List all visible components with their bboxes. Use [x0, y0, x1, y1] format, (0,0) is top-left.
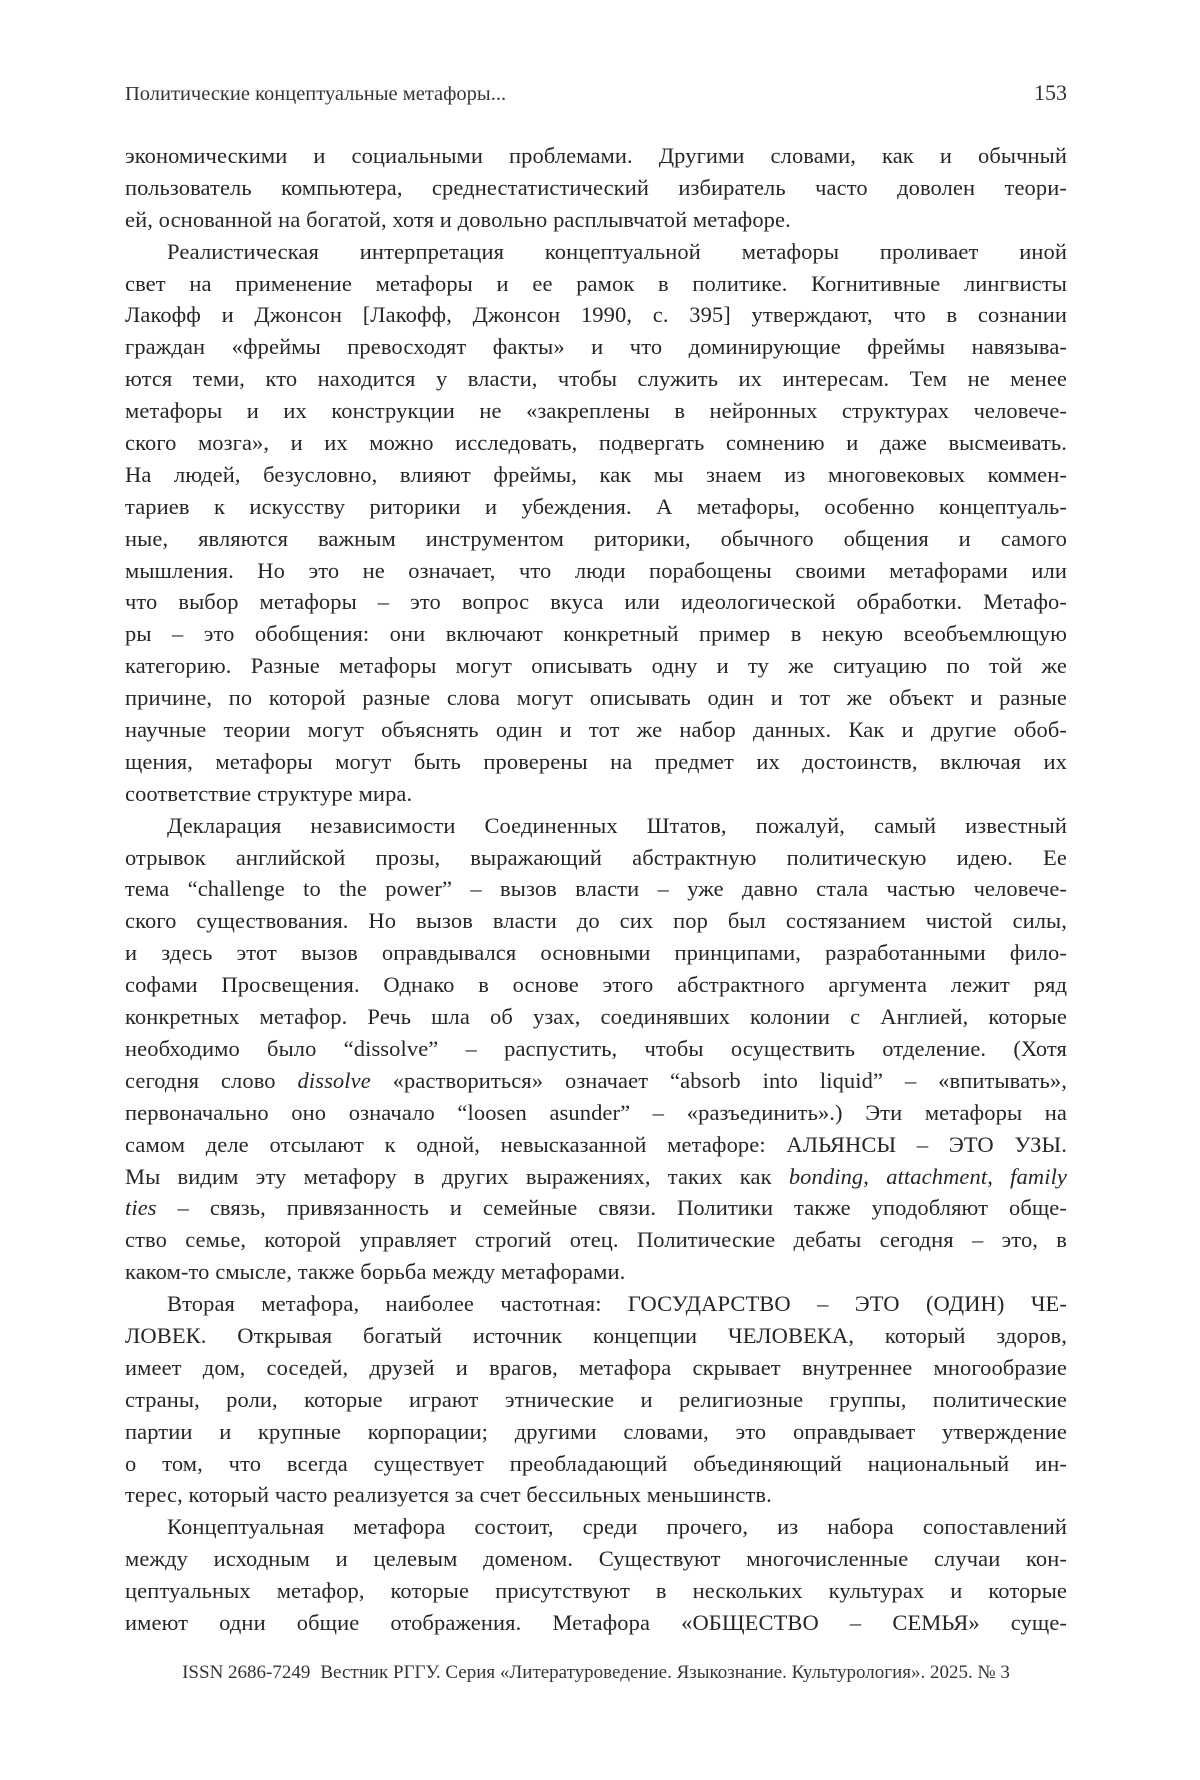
text-line: [125, 905, 1067, 937]
text-run: партии и крупные корпорации; другими словами, это оправдывает утверждение: [125, 1418, 1067, 1444]
italic-text-run: family: [1010, 1163, 1068, 1189]
running-title: Политические концептуальные метафоры...: [125, 83, 507, 105]
text-run: что выбор метафоры – это вопрос вкуса или идеологической обработки. Метафо-: [125, 589, 1067, 615]
text-line: [125, 1129, 1067, 1161]
text-line: [125, 299, 1067, 331]
text-run: первоначально оно означало “loosen asunder” – «разъединить».) Эти метафоры на: [125, 1099, 1067, 1125]
text-run: Концептуальная метафора состоит, среди прочего, из набора сопоставлений: [167, 1514, 1067, 1540]
text-run: ство семье, которой управляет строгий отец. Политические дебаты сегодня – это, в: [125, 1227, 1067, 1253]
page-footer: [125, 1662, 1067, 1684]
text-line: [125, 1033, 1067, 1065]
text-run: мышления. Но это не означает, что люди порабощены своими метафорами или: [125, 557, 1067, 583]
text-line: [125, 1097, 1067, 1129]
text-run: свет на применение метафоры и ее рамок в политике. Когнитивные лингвисты: [125, 270, 1067, 296]
text-line: [125, 1224, 1067, 1256]
text-line: [125, 1065, 1067, 1097]
text-run: категорию. Разные метафоры могут описывать одну и ту же ситуацию по той же: [125, 653, 1067, 679]
text-run: тариев к искусству риторики и убеждения. А метафоры, особенно концептуаль-: [125, 493, 1067, 519]
text-line: [125, 204, 1067, 236]
text-line: [125, 523, 1067, 555]
text-run: ского существования. Но вызов власти до сих пор был состязанием чистой силы,: [125, 908, 1067, 934]
text-line: [125, 1575, 1067, 1607]
text-line: [125, 331, 1067, 363]
text-line: [125, 842, 1067, 874]
text-run: ей, основанной на богатой, хотя и довольно расплывчатой метафоре.: [125, 206, 791, 232]
text-line: [125, 427, 1067, 459]
italic-text-run: bonding: [788, 1163, 864, 1189]
text-run: – связь, привязанность и семейные связи. Политики также уподобляют обще-: [156, 1195, 1067, 1221]
text-line: [125, 1543, 1067, 1575]
text-line: [125, 1448, 1067, 1480]
text-line: [125, 1607, 1067, 1639]
text-run: «раствориться» означает “absorb into liquid” – «впитывать»,: [370, 1067, 1067, 1093]
text-line: [125, 491, 1067, 523]
text-run: экономическими и социальными проблемами. Другими словами, как и обычный: [125, 143, 1067, 168]
text-line: [125, 1320, 1067, 1352]
text-run: граждан «фреймы превосходят факты» и что доминирующие фреймы навязыва-: [125, 334, 1067, 360]
text-run: необходимо было “dissolve” – распустить, чтобы осуществить отделение. (Хотя: [125, 1035, 1067, 1061]
text-line: [125, 714, 1067, 746]
text-run: ,: [987, 1163, 1011, 1189]
running-header: [125, 80, 1067, 106]
text-run: конкретных метафор. Речь шла об узах, соединявших колонии с Англией, которые: [125, 1004, 1067, 1030]
italic-text-run: ties: [125, 1195, 157, 1221]
text-line: [125, 140, 1067, 172]
footer-issn: ISSN 2686-7249: [182, 1662, 311, 1683]
text-line: [125, 969, 1067, 1001]
text-line: [125, 1416, 1067, 1448]
text-line: [125, 1192, 1067, 1224]
text-run: На людей, безусловно, влияют фреймы, как мы знаем из многовековых коммен-: [125, 461, 1067, 487]
text-run: ЛОВЕК. Открывая богатый источник концепции ЧЕЛОВЕКА, который здоров,: [125, 1322, 1067, 1348]
text-line: [125, 1001, 1067, 1033]
text-line: [125, 1161, 1067, 1193]
page-body: [125, 140, 1067, 1639]
text-run: ,: [863, 1163, 887, 1189]
text-run: отрывок английской прозы, выражающий абстрактную политическую идею. Ее: [125, 844, 1067, 870]
text-run: имеют одни общие отображения. Метафора «ОБЩЕСТВО – СЕМЬЯ» суще-: [125, 1609, 1067, 1635]
text-run: ры – это обобщения: они включают конкретный пример в некую всеобъемлющую: [125, 621, 1067, 647]
text-run: научные теории могут объяснять один и тот же набор данных. Как и другие обоб-: [125, 717, 1067, 743]
text-run: страны, роли, которые играют этнические и религиозные группы, политические: [125, 1386, 1067, 1412]
text-line: [125, 810, 1067, 842]
text-line: [125, 1256, 1067, 1288]
text-run: каком-то смысле, также борьба между метафорами.: [125, 1259, 626, 1285]
text-run: софами Просвещения. Однако в основе этого абстрактного аргумента лежит ряд: [125, 972, 1067, 998]
text-line: [125, 172, 1067, 204]
footer-journal-title: Вестник РГГУ. Серия «Литературоведение. Языкознание. Культурология». 2025. № 3: [320, 1662, 1010, 1683]
text-line: [125, 618, 1067, 650]
text-run: пользователь компьютера, среднестатистический избиратель часто доволен теори-: [125, 174, 1067, 200]
text-line: [125, 682, 1067, 714]
text-line: [125, 1479, 1067, 1511]
text-run: щения, метафоры могут быть проверены на предмет их достоинств, включая их: [125, 748, 1067, 774]
text-run: соответствие структуре мира.: [125, 780, 413, 806]
text-line: [125, 395, 1067, 427]
text-line: [125, 459, 1067, 491]
text-run: Вторая метафора, наиболее частотная: ГОСУДАРСТВО – ЭТО (ОДИН) ЧЕ-: [167, 1291, 1067, 1317]
text-line: [125, 778, 1067, 810]
text-run: Лакофф и Джонсон [Лакофф, Джонсон 1990, с. 395] утверждают, что в сознании: [125, 302, 1067, 328]
text-line: [125, 586, 1067, 618]
text-run: причине, по которой разные слова могут описывать один и тот же объект и разные: [125, 685, 1067, 711]
text-run: тема “challenge to the power” – вызов власти – уже давно стала частью человече-: [125, 876, 1067, 902]
text-run: ные, являются важным инструментом риторики, обычного общения и самого: [125, 525, 1067, 551]
text-line: [125, 746, 1067, 778]
page-number: 153: [1034, 80, 1067, 105]
text-line: [125, 1288, 1067, 1320]
text-line: [125, 873, 1067, 905]
italic-text-run: dissolve: [297, 1067, 371, 1093]
text-run: сегодня слово: [125, 1067, 298, 1093]
text-line: [125, 937, 1067, 969]
text-line: [125, 1511, 1067, 1543]
text-run: и здесь этот вызов оправдывался основными принципами, разработанными фило-: [125, 940, 1067, 966]
text-line: [125, 555, 1067, 587]
text-line: [125, 650, 1067, 682]
text-run: метафоры и их конструкции не «закреплены в нейронных структурах человече-: [125, 398, 1067, 424]
text-line: [125, 1352, 1067, 1384]
text-run: Декларация независимости Соединенных Штатов, пожалуй, самый известный: [167, 812, 1067, 838]
text-run: о том, что всегда существует преобладающий объединяющий национальный ин-: [125, 1450, 1067, 1476]
text-run: терес, который часто реализуется за счет бессильных меньшинств.: [125, 1482, 772, 1508]
text-line: [125, 1384, 1067, 1416]
text-run: между исходным и целевым доменом. Существуют многочисленные случаи кон-: [125, 1546, 1067, 1572]
text-run: самом деле отсылают к одной, невысказанной метафоре: АЛЬЯНСЫ – ЭТО УЗЫ.: [125, 1131, 1067, 1157]
text-run: ются теми, кто находится у власти, чтобы служить их интересам. Тем не менее: [125, 366, 1067, 392]
text-run: цептуальных метафор, которые присутствуют в нескольких культурах и которые: [125, 1578, 1067, 1604]
text-run: Реалистическая интерпретация концептуальной метафоры проливает иной: [167, 238, 1067, 264]
text-run: Мы видим эту метафору в других выражениях, таких как: [125, 1163, 789, 1189]
text-run: ского мозга», и их можно исследовать, подвергать сомнению и даже высмеивать.: [125, 430, 1067, 456]
text-run: имеет дом, соседей, друзей и врагов, метафора скрывает внутреннее многообразие: [125, 1354, 1067, 1380]
text-line: [125, 363, 1067, 395]
italic-text-run: attachment: [886, 1163, 988, 1189]
text-line: [125, 268, 1067, 300]
text-line: [125, 236, 1067, 268]
